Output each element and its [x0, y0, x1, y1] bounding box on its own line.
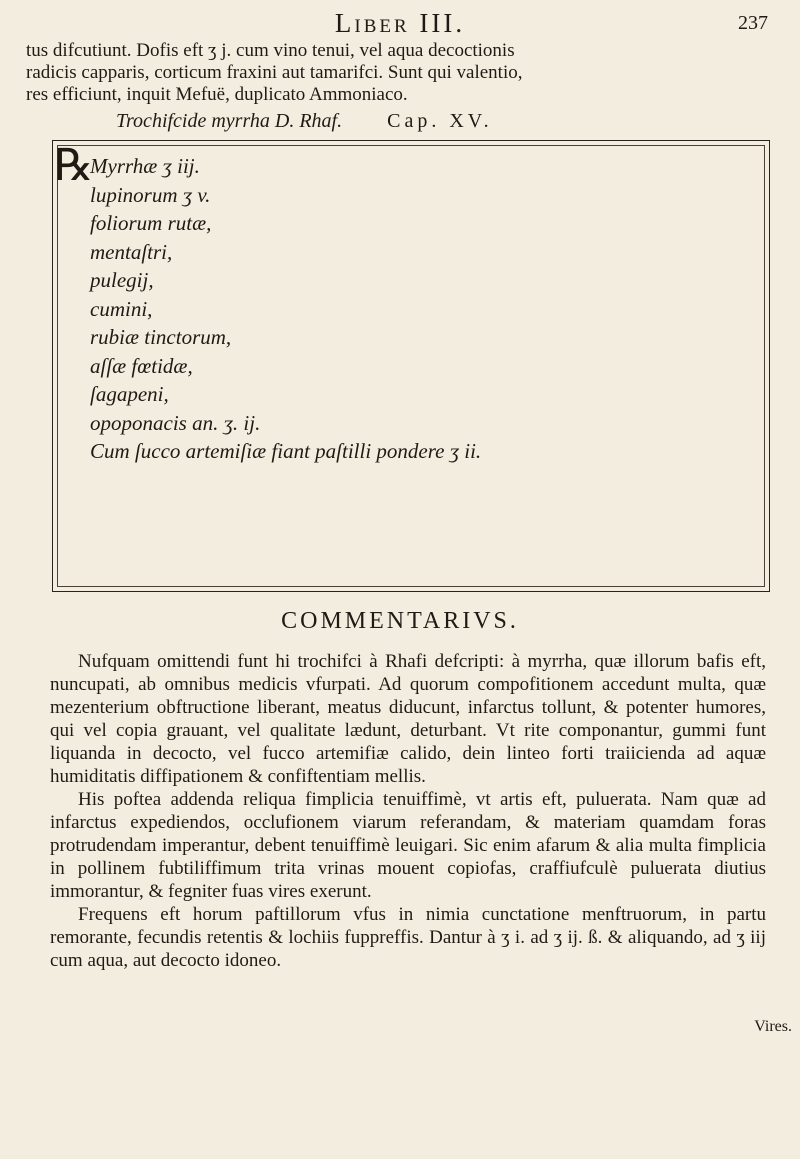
intro-text — [26, 40, 766, 106]
section-title: Trochifcide myrrha D. Rhaf. — [116, 110, 343, 132]
rx-symbol: ℞ — [54, 141, 94, 190]
commentary-paragraph: Frequens eft horum paftillorum vfus in nimia cunctatione menftruorum, in partu remorante, fecundis retentis & lochiis fuppreffis. Dantur à ʒ i. ad ʒ ij. ß. & aliquando, ad ʒ iij cum aqua, aut decocto idoneo. — [50, 904, 766, 971]
recipe-line: pulegij, — [90, 268, 154, 292]
margin-note: Vires. — [754, 1018, 792, 1035]
recipe-line: Cum ſucco artemiſiæ fiant paſtilli pondere ʒ ii. — [90, 439, 482, 463]
recipe-line: mentaſtri, — [90, 239, 173, 264]
recipe-line: foliorum rutæ, — [90, 211, 212, 235]
commentary-paragraph: Nufquam omittendi funt hi trochifci à Rhafi defcripti: à myrrha, quæ illorum bafis eft, nuncupati, ab omnibus medicis vfurpati. Ad quorum compofitionem accedunt multa, quæ mezenterium obftructione liberant, meatus diducunt, infarctus tollunt, & potenter humores, qui vel copia grauant, vel qualitate lædunt, deturbant. Vt rite componantur, gummi funt liquanda in decocto, vel fucco artemifiæ calido, dein linteo forti traiicienda ad aquæ humiditatis diffipationem & confiftentiam mellis. — [50, 651, 766, 787]
intro-line: radicis capparis, corticum fraxini aut tamarifci. Sunt qui valentio, — [26, 62, 523, 83]
commentary-paragraph: His poftea addenda reliqua fimplicia tenuiffimè, vt artis eft, puluerata. Nam quæ ad infarctus expediendos, occlufionem viarum referandam, & materiam quamdam foras protrudendam imperantur, debent tenuiffimè leuigari. Sic enim afarum & alia multa fimplicia in pollinem fubtiliffimum trita vrinas mouent copiofas, craffiufculè puluerata diutius immorantur, & fegniter fuas vires exerunt. — [50, 789, 766, 902]
recipe-list — [90, 152, 690, 466]
chapter-label: Cap. XV. — [387, 110, 493, 132]
recipe-line: ſagapeni, — [90, 382, 169, 406]
intro-line: tus difcutiunt. Dofis eft ʒ j. cum vino tenui, vel aqua decoctionis — [26, 40, 515, 61]
page-number: 237 — [738, 12, 768, 34]
recipe-line: lupinorum ʒ v. — [90, 182, 211, 207]
running-head — [0, 8, 800, 40]
recipe-line: rubiæ tinctorum, — [90, 325, 232, 349]
intro-line: res efficiunt, inquit Mefuë, duplicato Ammoniaco. — [26, 84, 408, 105]
commentary-text — [50, 650, 766, 972]
recipe-line: Myrrhæ ʒ iij. — [90, 154, 200, 178]
recipe-line: aſſæ fœtidæ, — [90, 353, 193, 378]
section-heading — [116, 110, 736, 133]
recipe-line: opoponacis an. ʒ. ij. — [90, 410, 261, 435]
running-title: Liber III. — [334, 8, 466, 38]
commentary-title: COMMENTARIVS. — [281, 608, 519, 634]
recipe-line: cumini, — [90, 296, 153, 321]
